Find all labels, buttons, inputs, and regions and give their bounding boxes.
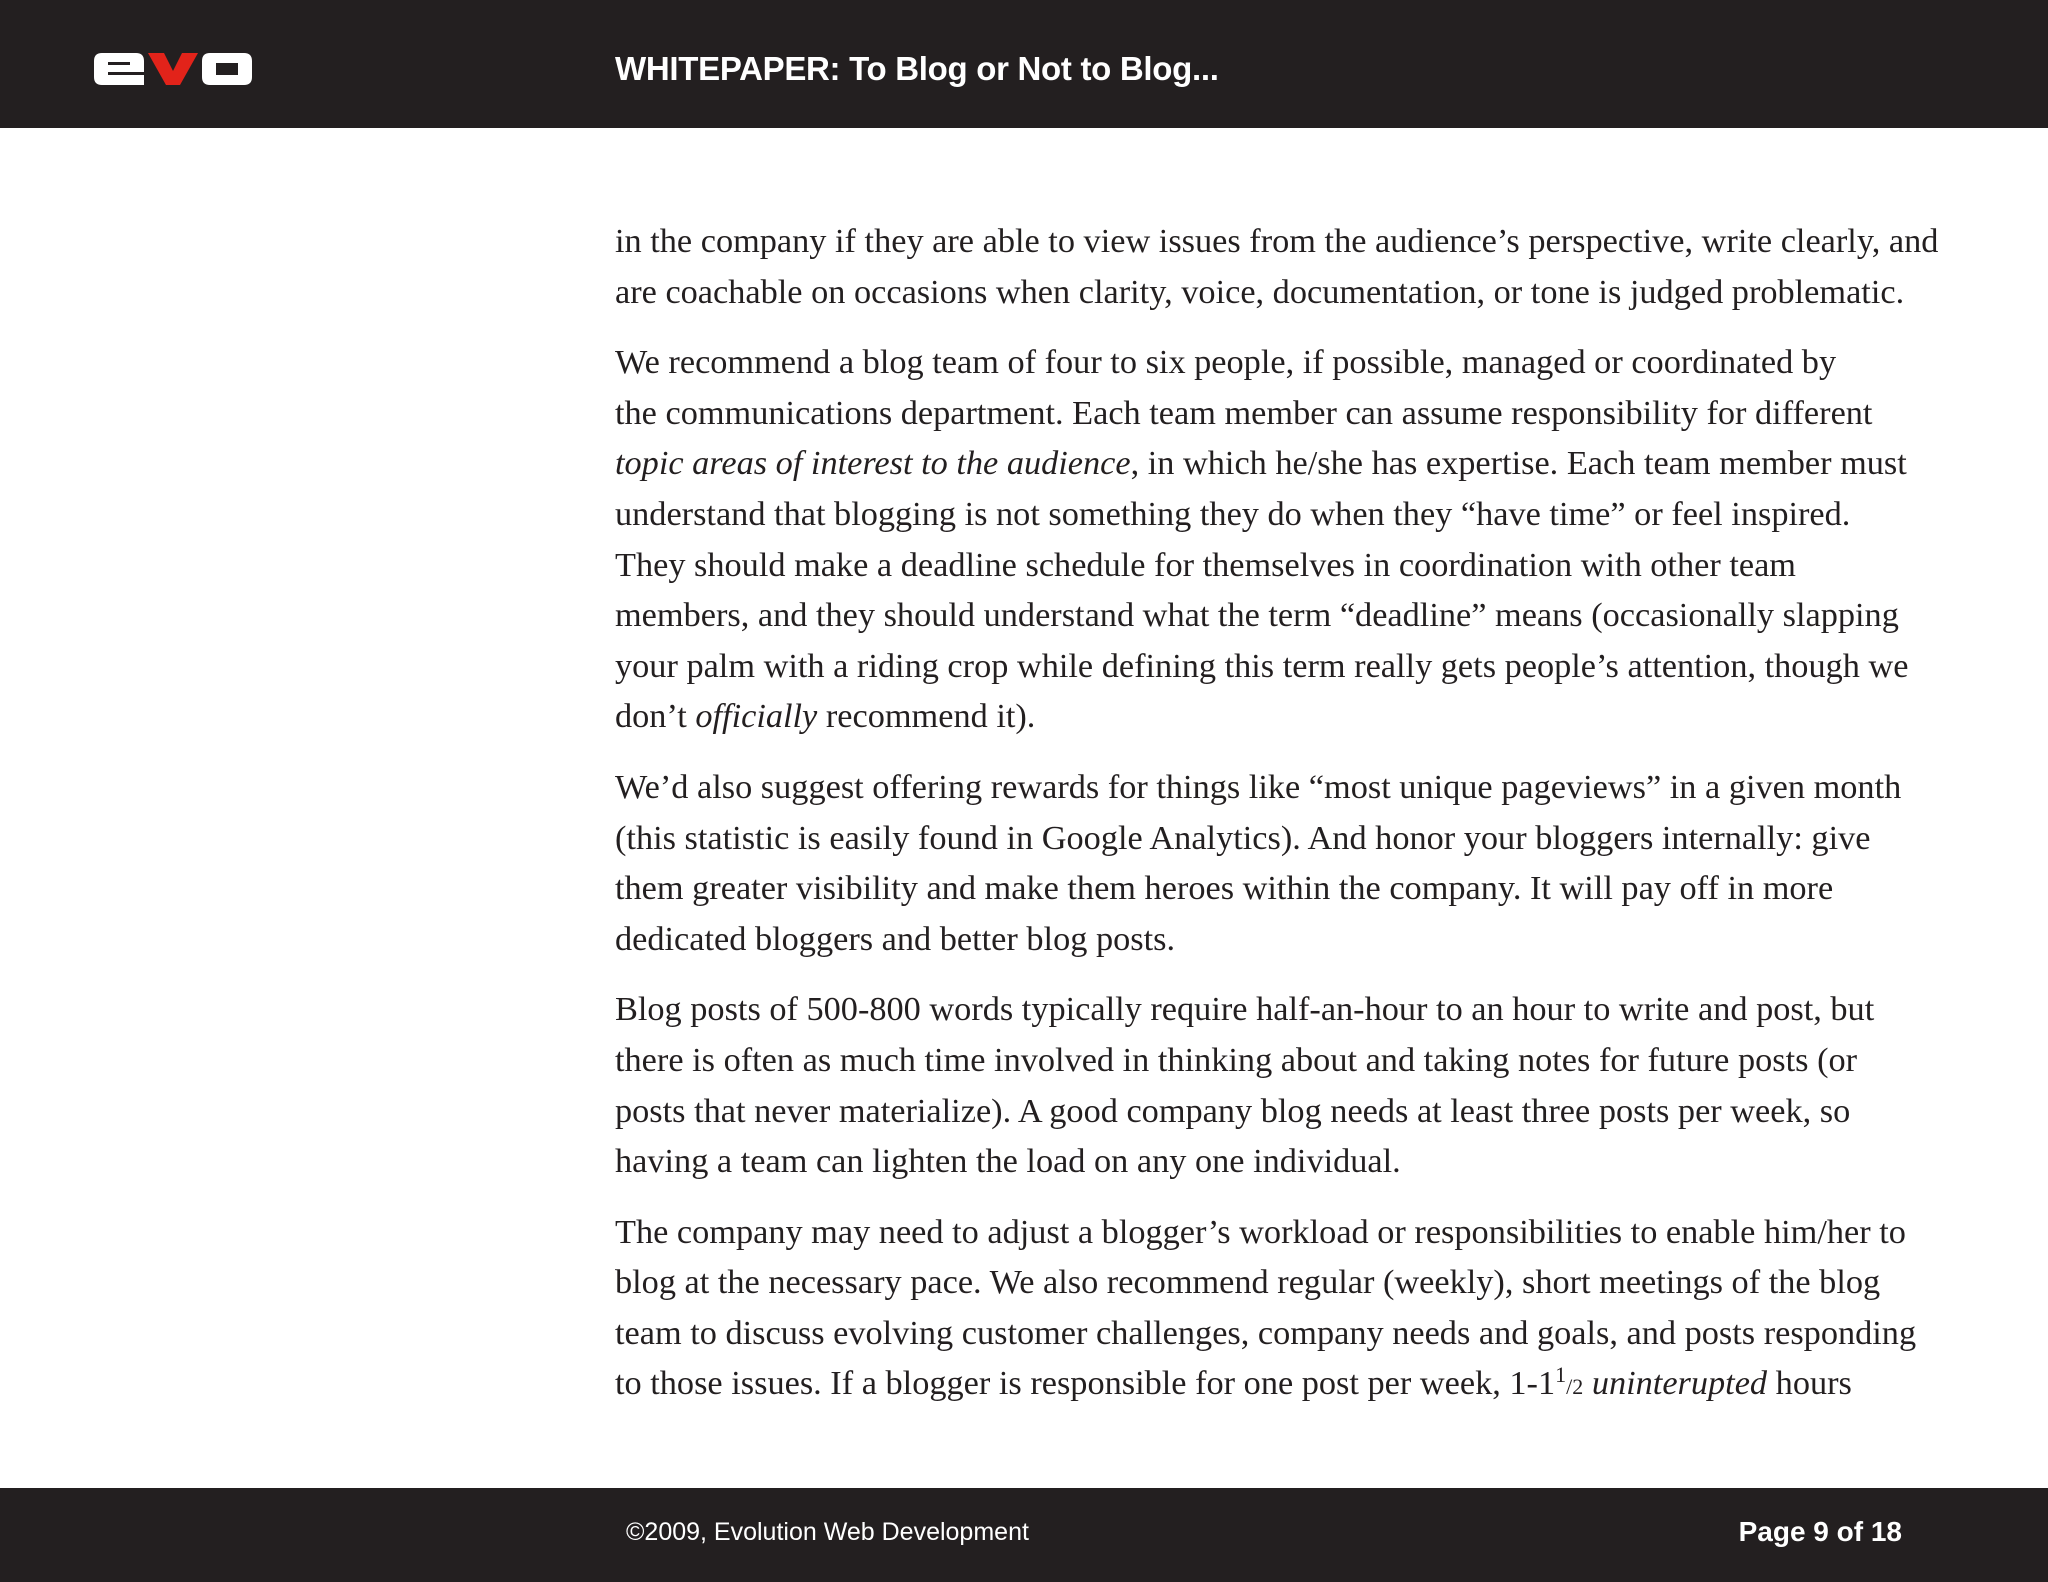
evo-logo <box>92 52 254 86</box>
text-line: posts that never materialize). A good company blog needs at least three posts per week, so <box>615 1091 1851 1130</box>
text-line: understand that blogging is not something they do when they “have time” or feel inspired. <box>615 494 1851 533</box>
paragraph <box>615 984 1935 1186</box>
italic-word: officially <box>695 697 818 736</box>
page-footer <box>0 1488 2048 1582</box>
paragraph <box>615 337 1935 742</box>
text-span: don’t <box>615 697 696 736</box>
text-line: the communications department. Each team member can assume responsibility for different <box>615 393 1873 432</box>
text-line: having a team can lighten the load on any one individual. <box>615 1142 1401 1181</box>
page-header <box>0 0 2048 128</box>
paragraph <box>615 762 1935 964</box>
copyright-notice: ©2009, Evolution Web Development <box>626 1518 1029 1546</box>
text-line: They should make a deadline schedule for themselves in coordination with other team <box>615 545 1796 584</box>
text-line <box>615 438 1935 489</box>
text-line: The company may need to adjust a blogger’s workload or responsibilities to enable him/her to <box>615 1212 1906 1251</box>
fraction-denominator: /2 <box>1566 1374 1584 1400</box>
italic-phrase: topic areas of interest to the audience <box>615 444 1131 483</box>
text-line: Blog posts of 500-800 words typically require half-an-hour to an hour to write and post, but <box>615 990 1875 1029</box>
text-span: recommend it). <box>817 697 1036 736</box>
text-line <box>615 1358 1935 1409</box>
italic-word: uninterupted <box>1591 1364 1768 1403</box>
fraction-numerator: 1 <box>1555 1362 1567 1388</box>
text-line: are coachable on occasions when clarity, voice, documentation, or tone is judged problematic. <box>615 272 1905 311</box>
body-text <box>615 216 1939 1429</box>
text-line <box>615 691 1935 742</box>
text-span: to those issues. If a blogger is responsible for one post per week, 1-1 <box>615 1364 1556 1403</box>
text-line: in the company if they are able to view issues from the audience’s perspective, write clearly, and <box>615 222 1939 260</box>
text-line: We recommend a blog team of four to six people, if possible, managed or coordinated by <box>615 343 1837 382</box>
text-span: , in which he/she has expertise. Each team member must <box>1130 444 1907 483</box>
page-number: Page 9 of 18 <box>1738 1516 1902 1547</box>
paragraph <box>615 1207 1935 1409</box>
text-line: We’d also suggest offering rewards for things like “most unique pageviews” in a given month <box>615 767 1902 806</box>
text-line: team to discuss evolving customer challenges, company needs and goals, and posts responding <box>615 1313 1917 1352</box>
text-line: your palm with a riding crop while defining this term really gets people’s attention, though we <box>615 646 1909 685</box>
document-title: WHITEPAPER: To Blog or Not to Blog... <box>615 50 1219 87</box>
text-span: hours <box>1767 1364 1852 1403</box>
text-line: blog at the necessary pace. We also recommend regular (weekly), short meetings of the blog <box>615 1263 1881 1302</box>
text-line: (this statistic is easily found in Google Analytics). And honor your bloggers internally: give <box>615 818 1871 857</box>
paragraph <box>615 216 1939 317</box>
text-line: them greater visibility and make them heroes within the company. It will pay off in more <box>615 869 1834 908</box>
text-line: dedicated bloggers and better blog posts. <box>615 919 1176 958</box>
text-line: there is often as much time involved in thinking about and taking notes for future posts (or <box>615 1040 1858 1079</box>
text-line: members, and they should understand what the term “deadline” means (occasionally slapping <box>615 596 1899 635</box>
